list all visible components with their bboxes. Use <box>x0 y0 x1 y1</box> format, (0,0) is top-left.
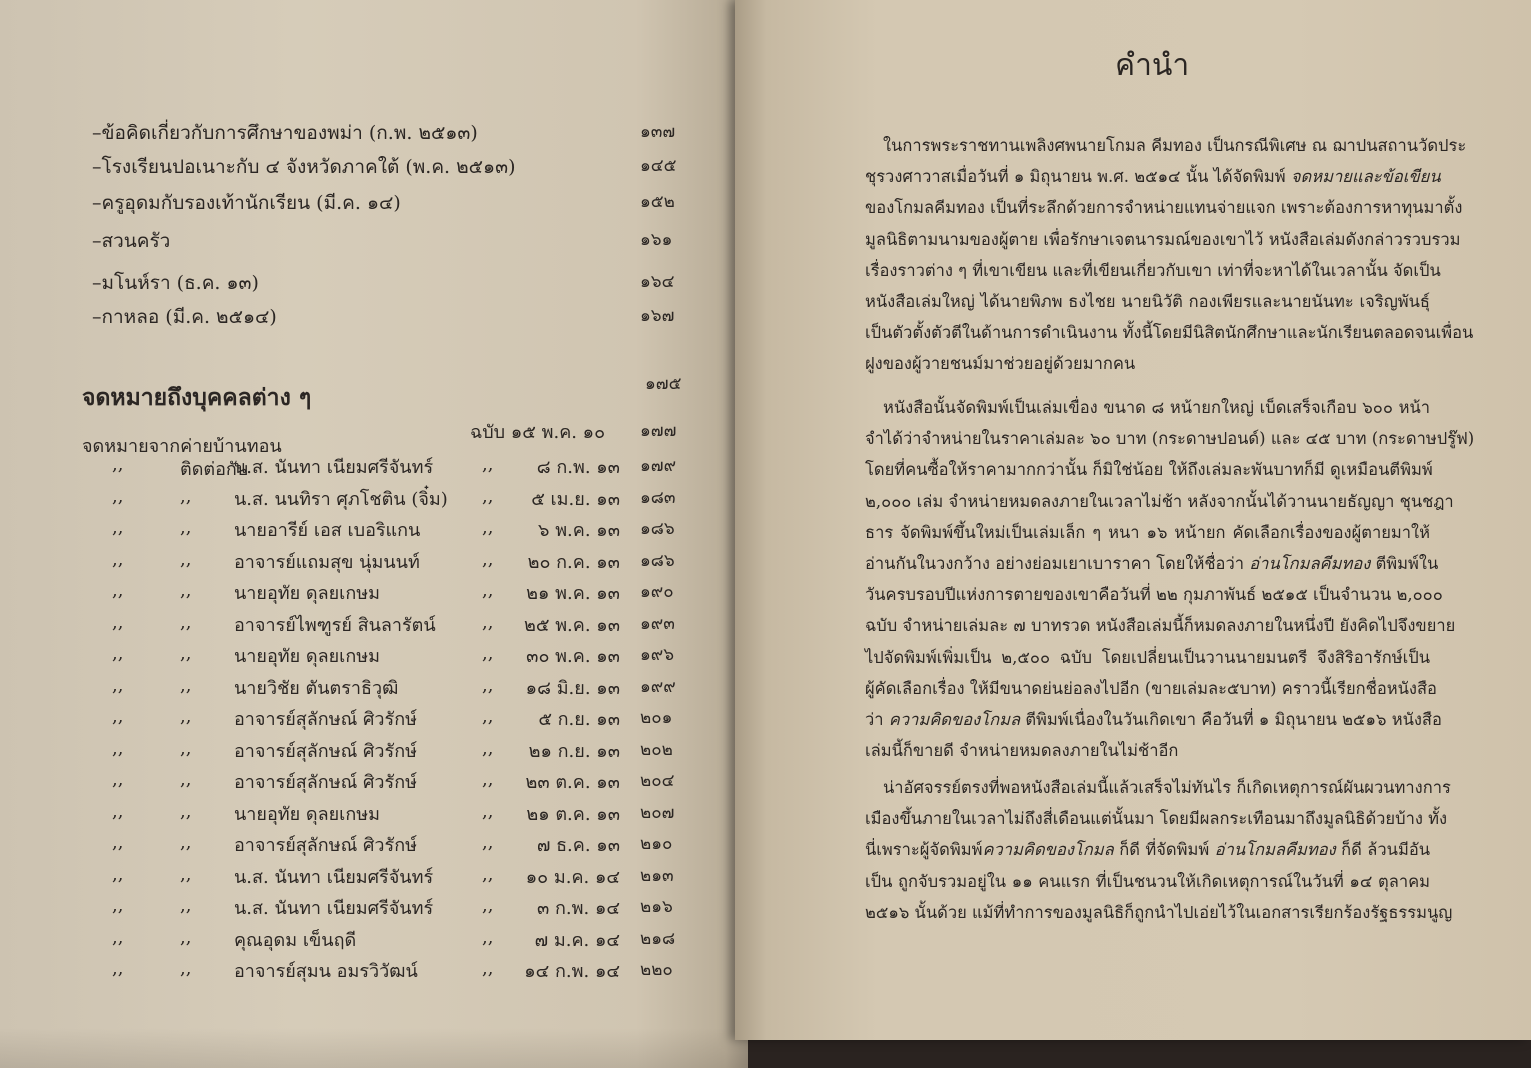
letter-date: ๒๕ พ.ค. ๑๓ <box>523 614 620 636</box>
letter-date: ๘ ก.พ. ๑๓ <box>536 457 620 478</box>
letter-type: ,, <box>180 895 192 916</box>
letter-page: ๑๙๓ <box>640 613 675 634</box>
book-title-italic: ความคิดของโกมล <box>888 710 1021 730</box>
letter-recipient: น.ส. นนทิรา ศุภโชติน (จิ๋ม) <box>234 488 448 510</box>
p3-line: นี่เพราะผู้จัดพิมพ์ความคิดของโกมล ก็ดี ที่จัดพิมพ์ อ่านโกมลคีมทอง ก็ดี ล้วนมีอัน <box>865 840 1431 860</box>
letter-row <box>0 862 720 894</box>
letter-date: ๓๐ พ.ค. ๑๓ <box>526 646 620 667</box>
letter-recipient: อาจารย์ไพฑูรย์ สินลารัตน์ <box>234 614 436 636</box>
ditto-mark: ,, <box>482 895 494 916</box>
letter-page: ๑๗๙ <box>640 456 677 476</box>
ditto-mark: ,, <box>482 548 494 570</box>
from-camp-heading: จดหมายจากค่ายบ้านทอน <box>82 436 282 457</box>
letter-recipient: อาจารย์สุลักษณ์ ศิวรักษ์ <box>234 772 417 793</box>
toc-entry-page: ๑๖๗ <box>640 306 675 326</box>
toc-line <box>0 188 700 218</box>
letter-date: ๑๐ ม.ค. ๑๔ <box>525 866 620 888</box>
toc-line <box>0 118 700 148</box>
letter-page: ๒๐๑ <box>640 708 673 728</box>
foreword-title: คำนำ <box>1115 48 1190 83</box>
p2-line: ธาร จัดพิมพ์ขึ้นใหม่เป็นเล่มเล็ก ๆ หนา ๑๖ หน้ายก คัดเลือกเรื่องของผู้ตายมาให้ <box>865 522 1430 542</box>
ditto-mark: ,, <box>112 832 124 853</box>
letter-row <box>0 925 720 957</box>
right-page <box>735 0 1531 1040</box>
p2-line: โดยที่คนซื้อให้ราคามากกว่านั้น ก็มิใช่น้อย ให้ถึงเล่มละพันบาทก็มี ดูเหมือนตีพิมพ์ <box>865 460 1433 480</box>
ditto-mark: ,, <box>112 454 124 475</box>
letter-type: ,, <box>180 611 192 633</box>
letter-recipient: น.ส. นันทา เนียมศรีจันทร์ <box>234 866 434 888</box>
letter-type: ,, <box>180 769 192 790</box>
letter-date: ๗ ม.ค. ๑๔ <box>534 929 620 951</box>
ditto-mark: ,, <box>482 454 494 475</box>
p1-line: หนังสือเล่มใหญ่ ได้นายพิภพ ธงไชย นายนิวัติ กองเพียรและนายนันทะ เจริญพันธุ์ <box>865 292 1430 312</box>
p2-line: ไปจัดพิมพ์เพิ่มเป็น ๒,๕๐๐ ฉบับ โดยเปลี่ยนเป็นวานนายมนตรี จึงสิริอารักษ์เป็น <box>865 647 1430 667</box>
letter-page: ๑๘๖ <box>640 550 675 571</box>
letter-recipient: นายอุทัย ดุลยเกษม <box>234 646 380 667</box>
p2-line: อ่านกันในวงกว้าง อย่างย่อมเยาเบาราคา โดยให้ชื่อว่า อ่านโกมลคีมทอง ตีพิมพ์ใน <box>865 554 1439 574</box>
letter-recipient: นายวิชัย ตันตราธิวุฒิ <box>234 677 399 699</box>
letter-date: ๑๘ มิ.ย. ๑๓ <box>525 677 620 699</box>
letter-recipient: นายอุทัย ดุลยเกษม <box>234 583 380 604</box>
p1-line: ในการพระราชทานเพลิงศพนายโกมล คีมทอง เป็นกรณีพิเศษ ณ ฌาปนสถานวัดประ <box>883 136 1467 155</box>
letter-page: ๒๐๔ <box>640 771 675 791</box>
toc-entry-page: ๑๕๒ <box>640 192 675 212</box>
letter-row <box>0 704 720 736</box>
ditto-mark: ,, <box>112 674 124 696</box>
left-page <box>0 0 748 1068</box>
letter-page: ๒๒๐ <box>640 960 673 980</box>
section-page-number: ๑๗๕ <box>645 374 682 394</box>
letter-date: ๒๑ ต.ค. ๑๓ <box>526 803 620 825</box>
ditto-mark: ,, <box>112 611 124 633</box>
section-heading: จดหมายถึงบุคคลต่าง ๆ <box>82 384 312 411</box>
ditto-mark: ,, <box>482 580 494 601</box>
toc-entry-page: ๑๓๗ <box>640 122 676 142</box>
p2-line: ว่า ความคิดของโกมล ตีพิมพ์เนื่องในวันเกิดเขา คือวันที่ ๑ มิถุนายน ๒๕๑๖ หนังสือ <box>865 710 1442 730</box>
letter-type: ติดต่อกับ <box>180 459 249 480</box>
letter-recipient: อาจารย์สุลักษณ์ ศิวรักษ์ <box>234 740 417 762</box>
toc-line <box>0 302 700 332</box>
letter-type: ,, <box>180 832 192 853</box>
ditto-mark: ,, <box>482 674 494 696</box>
ditto-mark: ,, <box>112 643 124 664</box>
toc-entry-title: –ข้อคิดเกี่ยวกับการศึกษาของพม่า (ก.พ. ๒๕๑๓) <box>92 122 478 144</box>
p3-line: น่าอัศจรรย์ตรงที่พอหนังสือเล่มนี้แล้วเสร็จไม่ทันไร ก็เกิดเหตุการณ์ผันผวนทางการ <box>883 778 1451 797</box>
ditto-mark: ,, <box>482 643 494 664</box>
ditto-mark: ,, <box>112 485 124 507</box>
letter-type: ,, <box>180 643 192 664</box>
ditto-mark: ,, <box>112 548 124 570</box>
letter-type: ,, <box>180 706 192 727</box>
letter-type: ,, <box>180 737 192 759</box>
ditto-mark: ,, <box>112 863 124 885</box>
letter-recipient: อาจารย์แถมสุข นุ่มนนท์ <box>234 551 420 573</box>
letter-type: ,, <box>180 800 192 822</box>
letter-type: ,, <box>180 958 192 979</box>
letter-recipient: อาจารย์สุลักษณ์ ศิวรักษ์ <box>234 835 417 856</box>
paragraph-2 <box>865 392 1475 766</box>
letter-type: ,, <box>180 485 192 507</box>
toc-line <box>0 226 700 256</box>
ditto-mark: ,, <box>482 926 494 948</box>
letter-date: ๒๑ พ.ค. ๑๓ <box>526 583 620 604</box>
letter-date: ๒๑ ก.ย. ๑๓ <box>528 740 620 762</box>
p2-line: ๒,๐๐๐ เล่ม จำหน่ายหมดลงภายในเวลาไม่ช้า หลังจากนั้นได้วานนายธัญญา ชุนชฎา <box>865 491 1454 511</box>
toc-entry-title: –กาหลอ (มี.ค. ๒๕๑๔) <box>92 306 277 328</box>
letter-page: ๑๘๖ <box>640 519 675 539</box>
p2-line: วันครบรอบปีแห่งการตายของเขาคือวันที่ ๒๒ กุมภาพันธ์ ๒๕๑๕ เป็นจำนวน ๒,๐๐๐ <box>865 585 1443 605</box>
p2-line: หนังสือนั้นจัดพิมพ์เป็นเล่มเขื่อง ขนาด ๘ หน้ายกใหญ่ เบ็ดเสร็จเกือบ ๖๐๐ หน้า <box>883 398 1430 417</box>
letter-row <box>0 736 720 768</box>
book-title-italic: อ่านโกมลคีมทอง <box>1214 840 1336 860</box>
letter-recipient: นายอารีย์ เอส เบอริแกน <box>234 520 421 541</box>
book-title-italic: อ่านโกมลคีมทอง <box>1249 554 1371 574</box>
book-title-italic: จดหมายและข้อเขียน <box>1290 167 1441 187</box>
letter-row <box>0 578 720 610</box>
toc-entry-page: ๑๖๔ <box>640 272 675 292</box>
letter-type: ,, <box>180 863 192 885</box>
ditto-mark: ,, <box>112 958 124 979</box>
letter-page: ๒๐๒ <box>640 739 673 760</box>
letter-date: ๒๓ ต.ค. ๑๓ <box>525 772 620 793</box>
p2-line: ฉบับ จำหน่ายเล่มละ ๗ บาทรวด หนังสือเล่มนี้ก็หมดลงภายในหนึ่งปี ยังคิดไปจึงขยาย <box>865 616 1456 636</box>
letter-date: ๕ เม.ย. ๑๓ <box>531 488 620 510</box>
letter-type: ,, <box>180 674 192 696</box>
ditto-mark: ,, <box>482 832 494 853</box>
ditto-mark: ,, <box>482 706 494 727</box>
letter-date: ๕ ก.ย. ๑๓ <box>538 709 620 730</box>
p3-line: เป็น ถูกจับรวมอยู่ใน ๑๑ คนแรก ที่เป็นชนวนให้เกิดเหตุการณ์ในวันที่ ๑๔ ตุลาคม <box>865 871 1430 891</box>
letter-row <box>0 610 720 642</box>
from-camp-issue: ฉบับ ๑๕ พ.ค. ๑๐ <box>470 422 606 443</box>
letter-recipient: อาจารย์สุลักษณ์ ศิวรักษ์ <box>234 709 417 730</box>
toc-line <box>0 268 700 298</box>
letter-date: ๒๐ ก.ค. ๑๓ <box>527 551 620 573</box>
ditto-mark: ,, <box>482 737 494 759</box>
letter-page: ๒๐๗ <box>640 802 675 823</box>
letter-page: ๑๙๐ <box>640 582 674 602</box>
letter-page: ๒๑๖ <box>640 897 673 917</box>
ditto-mark: ,, <box>482 800 494 822</box>
ditto-mark: ,, <box>112 737 124 759</box>
letter-date: ๗ ธ.ค. ๑๓ <box>536 835 620 856</box>
p1-line: ชุรวงศาวาสเมื่อวันที่ ๑ มิถุนายน พ.ศ. ๒๕๑๔ นั้น ได้จัดพิมพ์ จดหมายและข้อเขียน <box>865 167 1441 187</box>
p1-line: ของโกมลคีมทอง เป็นที่ระลึกด้วยการจำหน่ายแทนจ่ายแจก เพราะต้องการหาทุนมาตั้ง <box>865 198 1463 218</box>
letter-type: ,, <box>180 580 192 601</box>
ditto-mark: ,, <box>112 706 124 727</box>
ditto-mark: ,, <box>112 580 124 601</box>
letter-row <box>0 830 720 862</box>
toc-entry-title: –มโนห์รา (ธ.ค. ๑๓) <box>92 272 259 294</box>
letter-row <box>0 547 720 579</box>
ditto-mark: ,, <box>482 958 494 979</box>
letter-recipient: นายอุทัย ดุลยเกษม <box>234 803 380 825</box>
letter-recipient: อาจารย์สุมน อมรวิวัฒน์ <box>234 961 418 982</box>
letter-page: ๑๘๓ <box>640 487 676 508</box>
book-title-italic: ความคิดของโกมล <box>982 840 1114 860</box>
letter-row <box>0 767 720 799</box>
toc-entry-page: ๑๖๑ <box>640 230 673 250</box>
p3-line: ๒๕๑๖ นั้นด้วย แม้ที่ทำการของมูลนิธิก็ถูกนำไปเอ่ยไว้ในเอกสารเรียกร้องรัฐธรรมนูญ <box>865 902 1453 922</box>
letter-type: ,, <box>180 548 192 570</box>
letter-row <box>0 893 720 925</box>
ditto-mark: ,, <box>482 517 494 538</box>
letter-page: ๒๑๘ <box>640 928 676 949</box>
p1-line: มูลนิธิตามนามของผู้ตาย เพื่อรักษาเจตนารมณ์ของเขาไว้ หนังสือเล่มดังกล่าวรวบรวม <box>865 229 1461 249</box>
letter-date: ๓ ก.พ. ๑๔ <box>536 898 620 919</box>
letter-recipient: คุณอุดม เข็นฤดี <box>234 929 357 951</box>
paragraph-3 <box>865 772 1453 928</box>
letter-type: ,, <box>180 517 192 538</box>
letter-recipient: น.ส. นันทา เนียมศรีจันทร์ <box>234 898 434 919</box>
letter-page: ๑๙๙ <box>640 676 676 697</box>
toc-line <box>0 152 700 182</box>
letter-date: ๑๔ ก.พ. ๑๔ <box>524 961 620 982</box>
ditto-mark: ,, <box>482 611 494 633</box>
p3-line: เมืองขึ้นภายในเวลาไม่ถึงสี่เดือนแต่นั้นมา โดยมีผลกระเทือนมาถึงมูลนิธิด้วยบ้าง ทั้ง <box>865 809 1448 829</box>
letter-recipient: น.ส. นันทา เนียมศรีจันทร์ <box>234 457 434 478</box>
from-camp-page: ๑๗๗ <box>640 421 677 441</box>
ditto-mark: ,, <box>112 926 124 948</box>
p1-line: เรื่องราวต่าง ๆ ที่เขาเขียน และที่เขียนเกี่ยวกับเขา เท่าที่จะหาได้ในเวลานั้น จัดเป็น <box>865 260 1441 280</box>
letter-row <box>0 799 720 831</box>
toc-entry-title: –ครูอุดมกับรองเท้านักเรียน (มี.ค. ๑๔) <box>92 192 401 214</box>
letter-row <box>0 484 720 516</box>
ditto-mark: ,, <box>482 863 494 885</box>
toc-entry-title: –สวนครัว <box>92 230 171 252</box>
letter-row <box>0 452 720 484</box>
p1-line: ฝูงของผู้วายชนม์มาช่วยอยู่ด้วยมากคน <box>865 354 1136 374</box>
letter-page: ๒๑๓ <box>640 865 674 886</box>
ditto-mark: ,, <box>482 769 494 790</box>
page-shadow <box>0 1028 748 1068</box>
letter-row <box>0 956 720 988</box>
ditto-mark: ,, <box>112 769 124 790</box>
ditto-mark: ,, <box>112 800 124 822</box>
toc-entry-page: ๑๔๕ <box>640 156 677 176</box>
letter-page: ๒๑๐ <box>640 834 673 854</box>
ditto-mark: ,, <box>112 517 124 538</box>
letter-date: ๖ พ.ค. ๑๓ <box>538 520 620 541</box>
toc-entry-title: –โรงเรียนปอเนาะกับ ๔ จังหวัดภาคใต้ (พ.ค. ๒๕๑๓) <box>92 156 516 178</box>
p2-line: ผู้คัดเลือกเรื่อง ให้มีขนาดย่นย่อลงไปอีก (ขายเล่มละ๕บาท) คราวนี้เรียกชื่อหนังสือ <box>865 678 1437 698</box>
letter-page: ๑๙๖ <box>640 645 675 665</box>
p2-line: เล่มนี้ก็ขายดี จำหน่ายหมดลงภายในไม่ช้าอีก <box>865 741 1179 761</box>
letter-row <box>0 641 720 673</box>
ditto-mark: ,, <box>482 485 494 507</box>
letter-row <box>0 673 720 705</box>
letter-type: ,, <box>180 926 192 948</box>
ditto-mark: ,, <box>112 895 124 916</box>
p2-line: จำได้ว่าจำหน่ายในราคาเล่มละ ๖๐ บาท (กระดาษปอนด์) และ ๔๕ บาท (กระดาษปรู๊ฟ) <box>865 429 1475 449</box>
paragraph-1 <box>865 130 1474 380</box>
p1-line: เป็นตัวตั้งตัวตีในด้านการดำเนินงาน ทั้งนี้โดยมีนิสิตนักศึกษาและนักเรียนตลอดจนเพื่อน <box>865 323 1474 343</box>
letter-row <box>0 515 720 547</box>
